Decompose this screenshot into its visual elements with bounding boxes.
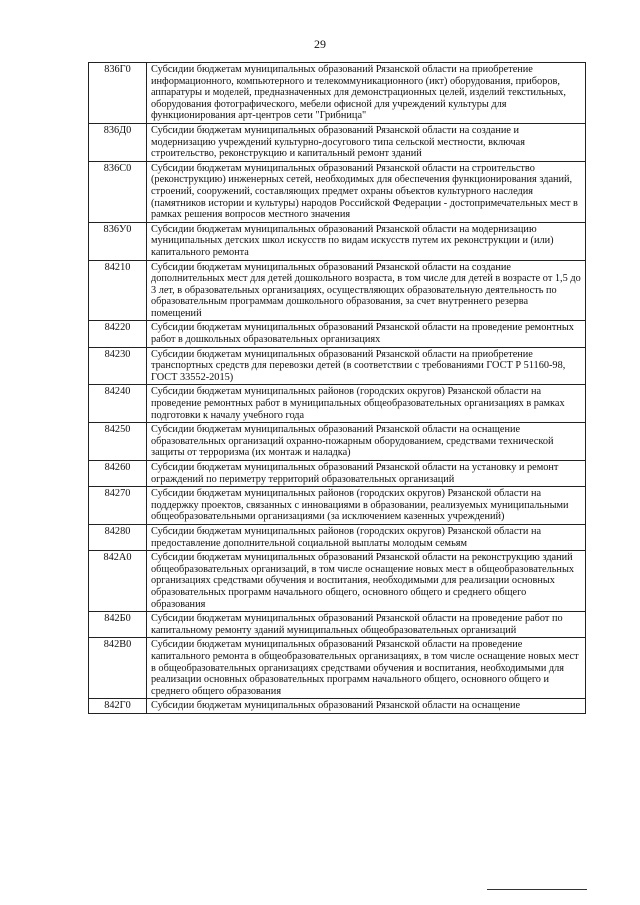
budget-code-cell: 84250 (89, 423, 147, 461)
budget-code-cell: 84260 (89, 461, 147, 487)
budget-code-cell: 842Б0 (89, 612, 147, 638)
subsidy-description-cell: Субсидии бюджетам муниципальных образований Рязанской области на проведение капитального ремонта в общеобразовательных организациях, в том числе оснащение новых мест в общеобразовательных организациях средствами обучения и воспитания, необходимыми для реализации основных образовательных программ начального общего, основного общего и среднего общего образования (147, 638, 586, 699)
budget-code-cell: 84270 (89, 487, 147, 525)
table-row (89, 461, 586, 487)
budget-code-cell: 842Г0 (89, 699, 147, 714)
table-row (89, 63, 586, 124)
subsidy-description-cell: Субсидии бюджетам муниципальных районов (городских округов) Рязанской области на поддержку проектов, связанных с инновациями в образовании, реализуемых муниципальными общеобразовательными организациями (за исключением казенных учреждений) (147, 487, 586, 525)
table-row (89, 524, 586, 550)
table-row (89, 385, 586, 423)
budget-code-cell: 84280 (89, 524, 147, 550)
subsidy-description-cell: Субсидии бюджетам муниципальных образований Рязанской области на модернизацию муниципальных детских школ искусств по видам искусств путем их реконструкции и (или) капитального ремонта (147, 222, 586, 260)
budget-code-cell: 836Д0 (89, 123, 147, 161)
subsidy-description-cell: Субсидии бюджетам муниципальных образований Рязанской области на проведение ремонтных работ в дошкольных образовательных организациях (147, 321, 586, 347)
budget-code-cell: 84210 (89, 260, 147, 321)
table-row (89, 612, 586, 638)
table-row (89, 347, 586, 385)
table-row (89, 423, 586, 461)
subsidy-description-cell: Субсидии бюджетам муниципальных образований Рязанской области на создание и модернизацию учреждений культурно-досугового типа сельской местности, включая строительство, реконструкцию и капитальный ремонт зданий (147, 123, 586, 161)
table-body (89, 63, 586, 714)
subsidy-description-cell: Субсидии бюджетам муниципальных образований Рязанской области на реконструкцию зданий общеобразовательных организаций, в том числе оснащение новых мест в общеобразовательных организациях средствами обучения и воспитания, необходимыми для реализации основных образовательных программ начального общего, основного общего и среднего общего образования (147, 551, 586, 612)
page-number: 29 (314, 37, 326, 51)
budget-code-table (88, 62, 586, 714)
subsidy-description-cell: Субсидии бюджетам муниципальных образований Рязанской области на приобретение информационного, компьютерного и телекоммуникационного (икт) оборудования, приборов, аппаратуры и моделей, предназначенных для демонстрационных целей, изделий текстильных, оборудования фотографического, мебели офисной для учреждений культуры для функционирования арт-центров сети "Грибница" (147, 63, 586, 124)
subsidy-description-cell: Субсидии бюджетам муниципальных образований Рязанской области на установку и ремонт ограждений по периметру территорий образовательных организаций (147, 461, 586, 487)
subsidy-description-cell: Субсидии бюджетам муниципальных образований Рязанской области на проведение работ по капитальному ремонту зданий муниципальных общеобразовательных организаций (147, 612, 586, 638)
budget-code-cell: 84220 (89, 321, 147, 347)
budget-code-cell: 842В0 (89, 638, 147, 699)
subsidy-description-cell: Субсидии бюджетам муниципальных образований Рязанской области на оснащение (147, 699, 586, 714)
budget-code-cell: 84230 (89, 347, 147, 385)
table-row (89, 260, 586, 321)
table-row (89, 222, 586, 260)
table-row (89, 161, 586, 222)
subsidy-description-cell: Субсидии бюджетам муниципальных районов (городских округов) Рязанской области на проведение ремонтных работ в муниципальных общеобразовательных организациях в рамках подготовки к началу учебного года (147, 385, 586, 423)
table-row (89, 638, 586, 699)
subsidy-description-cell: Субсидии бюджетам муниципальных районов (городских округов) Рязанской области на предоставление дополнительной социальной выплаты молодым семьям (147, 524, 586, 550)
budget-code-cell: 842А0 (89, 551, 147, 612)
subsidy-description-cell: Субсидии бюджетам муниципальных образований Рязанской области на приобретение транспортных средств для перевозки детей (в соответствии с требованиями ГОСТ Р 51160-98, ГОСТ 33552-2015) (147, 347, 586, 385)
table-row (89, 487, 586, 525)
table-row (89, 321, 586, 347)
table-row (89, 699, 586, 714)
budget-code-cell: 836У0 (89, 222, 147, 260)
subsidy-description-cell: Субсидии бюджетам муниципальных образований Рязанской области на строительство (реконструкцию) инженерных сетей, необходимых для обеспечения функционирования зданий, строений, сооружений, составляющих предмет охраны объектов культурного наследия (памятников истории и культуры) народов Российской Федерации - достопримечательных мест в рамках решения вопросов местного значения (147, 161, 586, 222)
footer-divider (487, 889, 587, 890)
subsidy-description-cell: Субсидии бюджетам муниципальных образований Рязанской области на оснащение образовательных организаций охранно-пожарным оборудованием, средствами технической защиты от терроризма (их монтаж и наладка) (147, 423, 586, 461)
table-row (89, 551, 586, 612)
budget-code-cell: 836Г0 (89, 63, 147, 124)
subsidy-description-cell: Субсидии бюджетам муниципальных образований Рязанской области на создание дополнительных мест для детей дошкольного возраста, в том числе для детей в возрасте от 1,5 до 3 лет, в образовательных организациях, осуществляющих образовательную деятельность по образовательным программам дошкольного образования, за счет внутреннего резерва помещений (147, 260, 586, 321)
table-row (89, 123, 586, 161)
budget-code-cell: 836С0 (89, 161, 147, 222)
budget-code-cell: 84240 (89, 385, 147, 423)
